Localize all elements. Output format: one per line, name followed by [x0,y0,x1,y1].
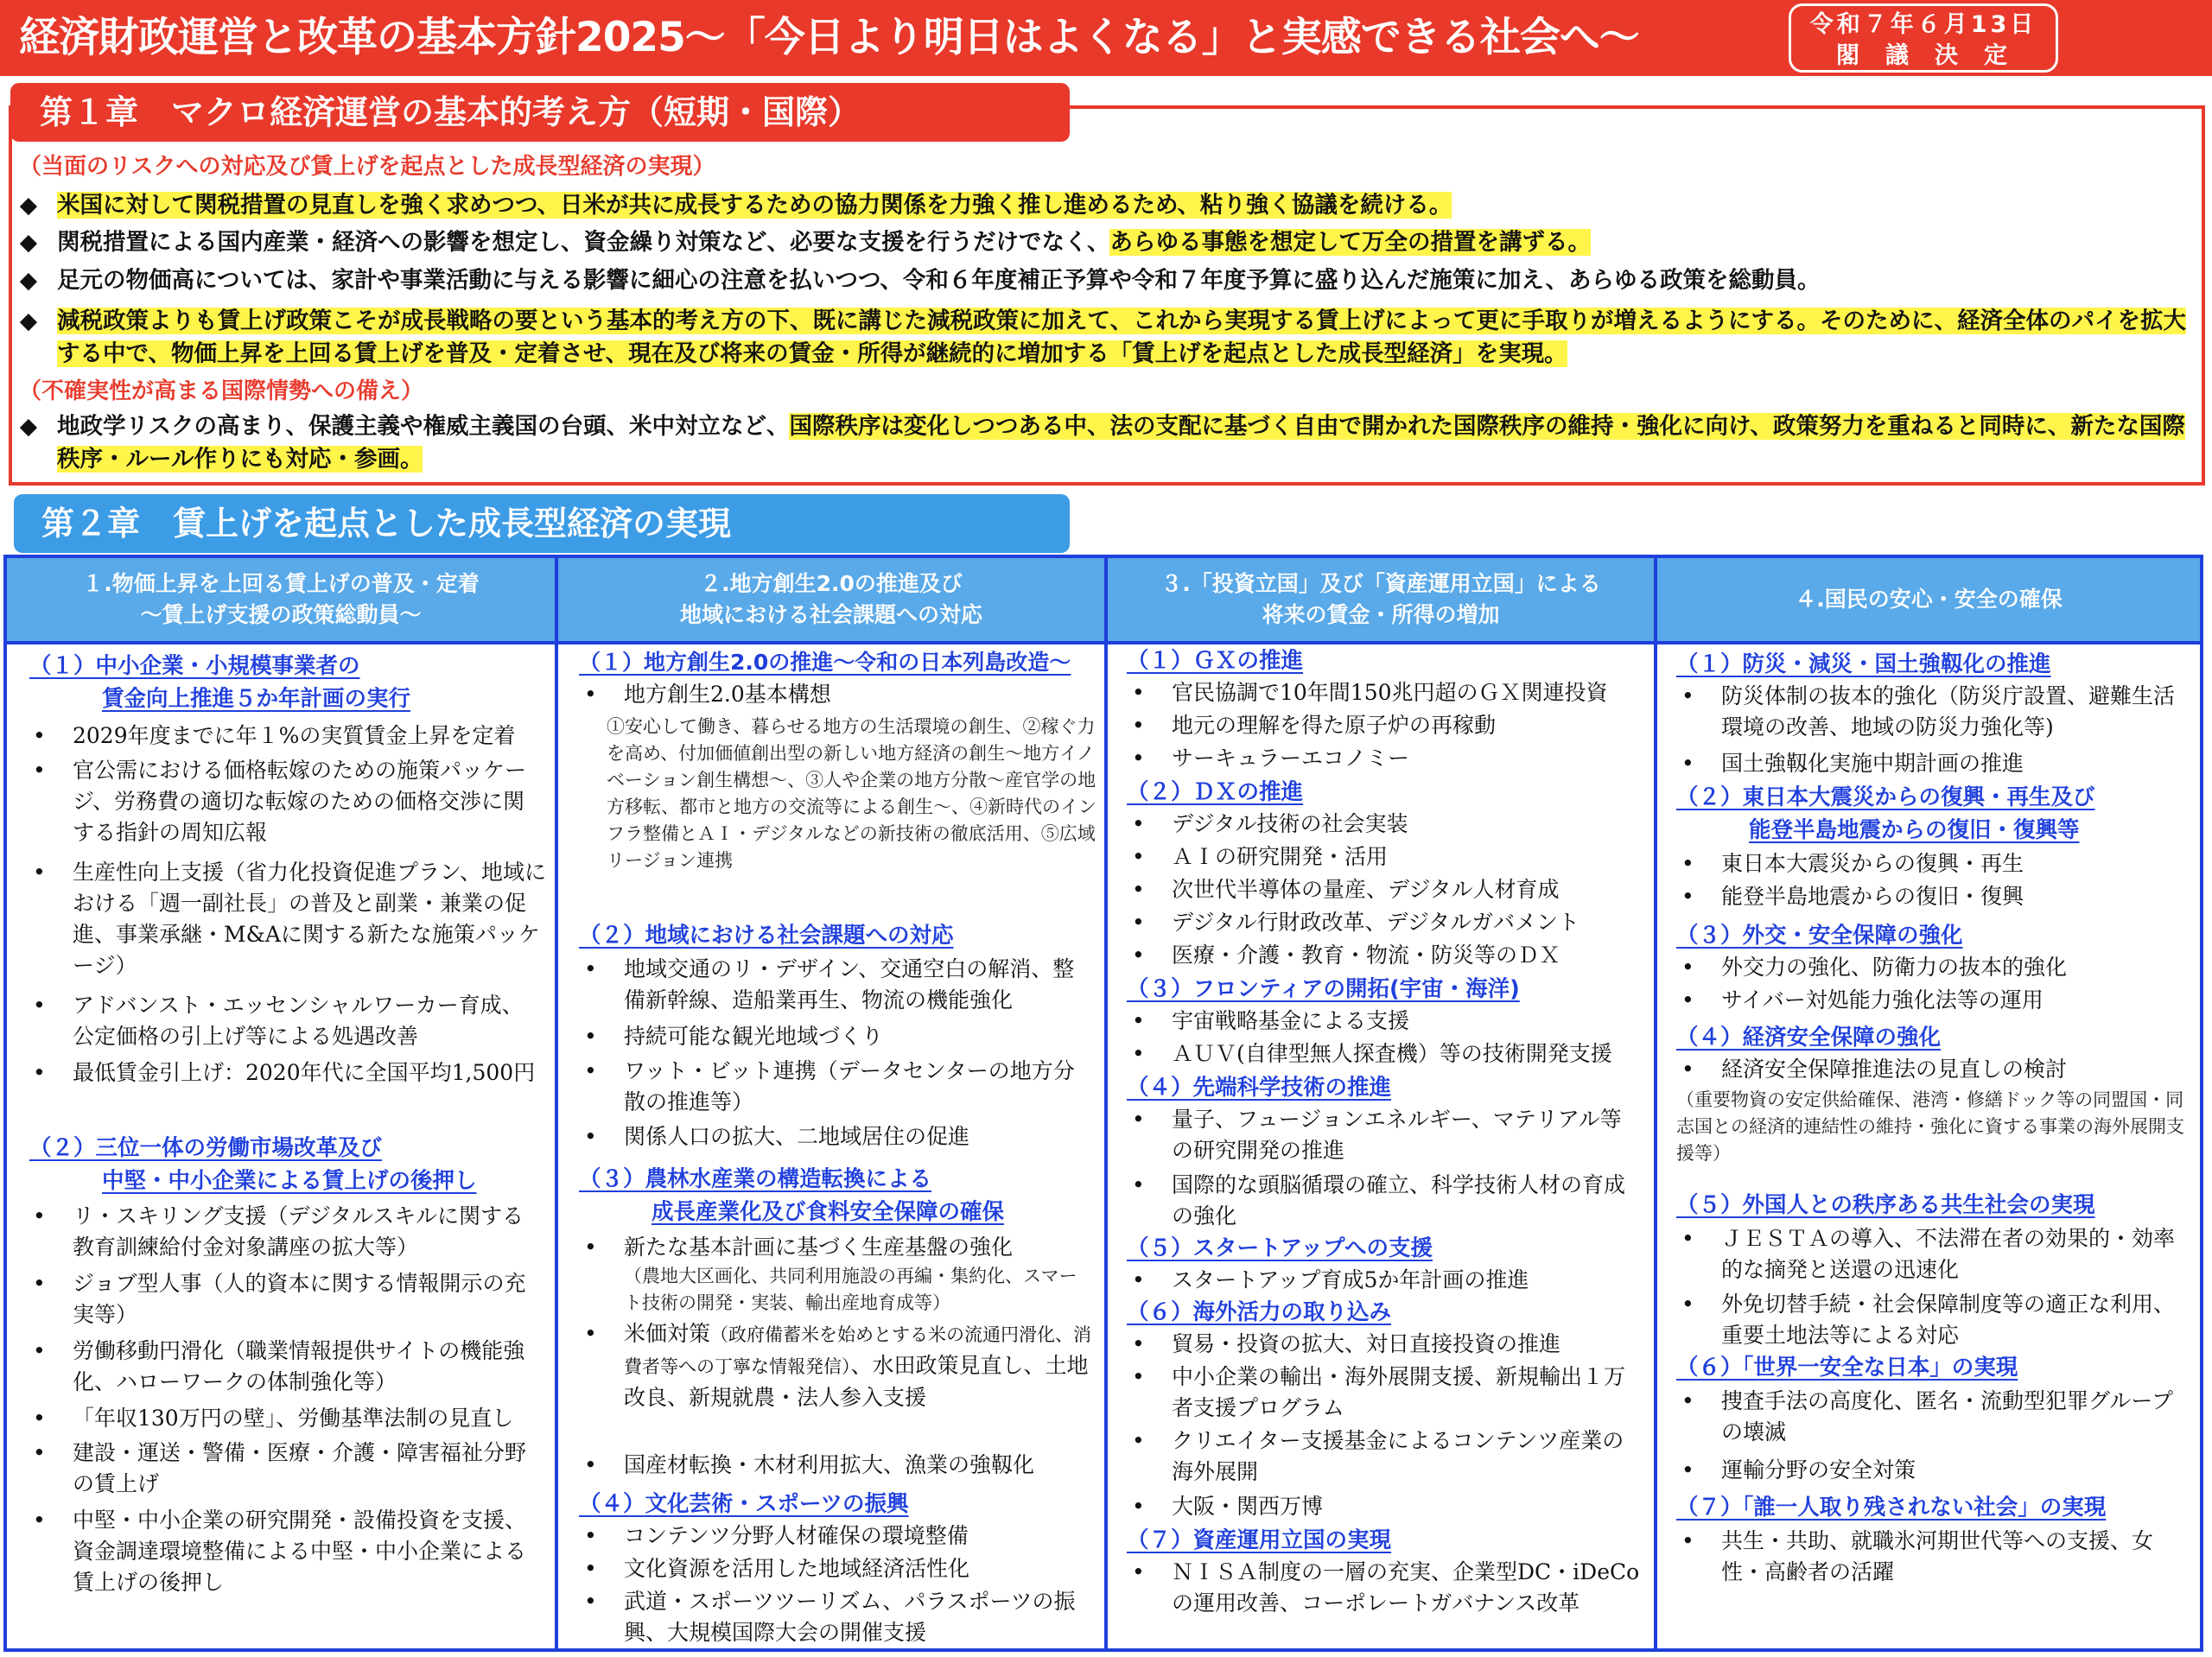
diamond-bullet-icon: ◆ [19,267,38,294]
decision-date: 令和７年６月13日 [1809,11,2037,38]
sub-note: （重要物資の安定供給確保、港湾・修繕ドック等の同盟国・同志国との経済的連結性の維持・強化に資する事業の海外展開支援等） [1676,1089,2184,1164]
bullet-icon: • [33,1060,46,1085]
column-header: ４.国民の安心・安全の確保 [1657,558,2200,641]
section-heading: （４）文化芸術・スポーツの振興 [579,1491,909,1517]
column-regional-revitalization [558,558,1104,1648]
list-item: • 最低賃金引上げ：2020年代に全国平均1,500円 [33,1057,551,1089]
list-item: • ＪＥＳＴＡの導入、不法滞在者の効果的・効率的な摘発と送還の迅速化 [1681,1223,2191,1286]
list-item: • 建設・運送・警備・医療・介護・障害福祉分野の賃上げ [33,1438,534,1500]
bullet-icon: • [1132,1364,1145,1389]
list-item: • 次世代半導体の量産、デジタル人材育成 [1132,874,1650,905]
bullet-icon: • [33,1508,46,1533]
list-item: • 官民協調で10年間150兆円超のＧＸ関連投資 [1132,677,1650,708]
page-title: 経済財政運営と改革の基本方針2025～「今日より明日はよくなる」と実感できる社会へ～ [19,14,1639,61]
bullet-icon: • [584,1556,597,1581]
bullet-icon: • [1132,1107,1145,1132]
list-item: • 東日本大震災からの復興・再生 [1681,848,2191,879]
bullet-icon: • [1681,751,1694,776]
chapter1-bullet: ◆ 地政学リスクの高まり、保護主義や権威主義国の台頭、米中対立など、国際秩序は変化しつつある中、法の支配に基づく自由で開かれた国際秩序の維持・強化に向け、政策努力を重ねると同時に、新たな国際秩序・ルール作りにも対応・参画。 [16,410,2193,476]
list-item: • 捜査手法の高度化、匿名・流動型犯罪グループの壊滅 [1681,1386,2191,1448]
bullet-icon: • [1681,683,1694,708]
section-heading: （３）フロンティアの開拓(宇宙・海洋) [1127,976,1520,1002]
bullet-icon: • [584,956,597,981]
column-wage-increase [7,558,555,1648]
list-item: • 外免切替手続・社会保障制度等の適正な利用、重要土地法等による対応 [1681,1289,2191,1351]
list-item: • 文化資源を活用した地域経済活性化 [584,1553,1094,1584]
bullet-icon: • [1132,844,1145,869]
list-item: • 宇宙戦略基金による支援 [1132,1006,1650,1037]
bullet-icon: • [33,860,46,885]
cabinet-decision-date [1789,3,2058,73]
bullet-icon: • [33,723,46,748]
diamond-bullet-icon: ◆ [19,192,38,219]
list-item: • 中堅・中小企業の研究開発・設備投資を支援、資金調達環境整備による中堅・中小企業による賃上げの後押し [33,1505,534,1598]
bullet-icon: • [33,758,46,783]
section-heading: （４）先端科学技術の推進 [1127,1075,1392,1101]
list-item: • クリエイター支援基金によるコンテンツ産業の海外展開 [1132,1425,1642,1488]
list-item: • 能登半島地震からの復旧・復興 [1681,881,2191,912]
bullet-icon: • [33,1338,46,1363]
bullet-icon: • [1132,1041,1145,1066]
section-heading: （１）ＧＸの推進 [1127,648,1304,674]
bullet-icon: • [584,1589,597,1614]
list-item: • 国産材転換・木材利用拡大、漁業の強靱化 [584,1450,1094,1481]
bullet-icon: • [1681,851,1694,876]
chapter1-bullet: ◆ 足元の物価高については、家計や事業活動に与える影響に細心の注意を払いつつ、令和６年度補正予算や令和７年度予算に盛り込んだ施策に加え、あらゆる政策を総動員。 [16,264,2193,297]
bullet-icon: • [1132,1428,1145,1453]
list-item: • 中小企業の輸出・海外展開支援、新規輸出１万者支援プログラム [1132,1362,1642,1424]
list-item: • アドバンスト・エッセンシャルワーカー育成、公定価格の引上げ等による処遇改善 [33,990,534,1052]
bullet-icon: • [584,1321,597,1346]
bullet-icon: • [1681,1388,1694,1413]
section-heading: （７）資産運用立国の実現 [1127,1527,1392,1553]
bullet-icon: • [584,1024,597,1049]
bullet-icon: • [1132,1008,1145,1033]
list-item: • 大阪・関西万博 [1132,1491,1650,1522]
section-heading: （２）地域における社会課題への対応 [579,923,954,949]
chapter1-bullet: ◆ 減税政策よりも賃上げ政策こそが成長戦略の要という基本的考え方の下、既に講じた減税政策に加えて、これから実現する賃上げによって更に手取りが増えるようにする。そのために、経済全体のパイを拡大する中で、物価上昇を上回る賃上げを普及・定着させ、現在及び将来の賃金・所得が継続的に増加する「賃上げを起点とした成長型経済」を実現。 [16,305,2193,371]
column-header: １.物価上昇を上回る賃上げの普及・定着 ～賃上げ支援の政策総動員～ [7,558,555,641]
list-item: • デジタル技術の社会実装 [1132,809,1650,840]
bullet-icon: • [1132,680,1145,705]
list-item: • 防災体制の抜本的強化（防災庁設置、避難生活環境の改善、地域の防災力強化等) [1681,681,2191,743]
bullet-icon: • [1681,1457,1694,1482]
chapter1-section-risk: （当面のリスクへの対応及び賃上げを起点とした成長型経済の実現） [19,154,715,180]
bullet-icon: • [1132,1172,1145,1197]
source-credit: ※内閣府作成 [2082,55,2191,76]
bullet-icon: • [1681,1226,1694,1251]
list-item: • 武道・スポーツツーリズム、パラスポーツの振興、大規模国際大会の開催支援 [584,1586,1094,1648]
bullet-icon: • [1132,1494,1145,1519]
chapter2-grid [3,555,2203,1652]
list-item: • ＮＩＳＡ制度の一層の充実、企業型DC・iDeCoの運用改善、コーポレートガバナンス改革 [1132,1557,1650,1619]
chapter2-title: 第２章 賃上げを起点とした成長型経済の実現 [14,494,1070,553]
column-header: ２.地方創生2.0の推進及び 地域における社会課題への対応 [558,558,1104,641]
list-item: • 持続可能な観光地域づくり [584,1021,1094,1052]
list-item: • 官公需における価格転嫁のための施策パッケージ、労務費の適切な転嫁のための価格交渉に関する指針の周知広報 [33,755,534,848]
list-item: • 運輸分野の安全対策 [1681,1455,2191,1486]
bullet-icon: • [1681,955,1694,980]
bullet-icon: • [33,1440,46,1465]
list-item: • 新たな基本計画に基づく生産基盤の強化 [584,1232,1094,1263]
list-item: • 医療・介護・教育・物流・防災等のＤＸ [1132,940,1650,971]
bullet-icon: • [1132,910,1145,935]
bullet-icon: • [584,1235,597,1260]
bullet-icon: • [584,1124,597,1149]
section-heading: （５）スタートアップへの支援 [1127,1235,1433,1261]
list-item: • 国際的な頭脳循環の確立、科学技術人材の育成の強化 [1132,1170,1642,1232]
title-banner [0,0,2212,76]
list-item: • ジョブ型人事（人的資本に関する情報開示の充実等） [33,1268,534,1330]
list-item: • サーキュラーエコノミー [1132,743,1650,774]
list-item: • スタートアップ育成5か年計画の推進 [1132,1265,1650,1296]
sub-note: （農地大区画化、共同利用施設の再編・集約化、スマート技術の開発・実装、輸出産地育成等） [624,1266,1077,1313]
section-heading: （２）東日本大震災からの復興・再生及び 能登半島地震からの復旧・復興等 [1676,784,2095,843]
bullet-icon: • [1132,1331,1145,1356]
list-item: • デジタル行財政改革、デジタルガバメント [1132,907,1650,938]
bullet-icon: • [33,1271,46,1296]
list-item: • 「年収130万円の壁」、労働基準法制の見直し [33,1403,551,1434]
bullet-icon: • [584,1523,597,1548]
bullet-icon: • [1132,811,1145,836]
bullet-icon: • [33,1203,46,1228]
section-heading: （６）海外活力の取り込み [1127,1299,1392,1325]
section-heading: （６）「世界一安全な日本」の実現 [1676,1355,2018,1381]
list-item: • ＡＩの研究開発・活用 [1132,841,1650,873]
list-item: • 地方創生2.0基本構想 [584,679,1094,710]
bullet-icon: • [1132,943,1145,968]
list-item: • 地元の理解を得た原子炉の再稼動 [1132,710,1650,741]
section-heading: （２）ＤＸの推進 [1127,779,1304,805]
bullet-icon: • [1132,746,1145,771]
bullet-icon: • [584,1452,597,1477]
chapter1-title: 第１章 マクロ経済運営の基本的考え方（短期・国際） [10,83,1070,142]
bullet-icon: • [584,1058,597,1083]
list-item: • コンテンツ分野人材確保の環境整備 [584,1521,1094,1552]
diamond-bullet-icon: ◆ [19,413,38,440]
list-item: • 米価対策（政府備蓄米を始めとする米の流通円滑化、消費者等への丁寧な情報発信）、水田政策見直し、土地改良、新規就農・法人参入支援 [584,1318,1094,1413]
list-item: • 関係人口の拡大、二地域居住の促進 [584,1121,1094,1152]
list-item: • 2029年度までに年１%の実質賃金上昇を定着 [33,721,551,752]
chapter1-bullet: ◆ 関税措置による国内産業・経済への影響を想定し、資金繰り対策など、必要な支援を行うだけでなく、あらゆる事態を想定して万全の措置を講ずる。 [16,226,2193,259]
section-heading: （７）「誰一人取り残されない社会」の実現 [1676,1495,2107,1521]
column-investment [1108,558,1654,1648]
section-heading: （４）経済安全保障の強化 [1676,1025,1942,1051]
bullet-icon: • [1681,1057,1694,1082]
bullet-icon: • [33,1406,46,1431]
bullet-icon: • [1132,713,1145,738]
list-item: • 生産性向上支援（省力化投資促進プラン、地域における「週一副社長」の普及と副業・兼業の促進、事業承継・M&Aに関する新たな施策パッケージ） [33,857,547,981]
column-header: ３.「投資立国」及び「資産運用立国」による 将来の賃金・所得の増加 [1108,558,1654,641]
bullet-icon: • [1681,1528,1694,1553]
bullet-icon: • [1681,1292,1694,1317]
list-item: • サイバー対処能力強化法等の運用 [1681,985,2191,1016]
list-item: • 国土強靱化実施中期計画の推進 [1681,748,2191,779]
list-item: • 貿易・投資の拡大、対日直接投資の推進 [1132,1329,1650,1360]
diamond-bullet-icon: ◆ [19,229,38,256]
sub-note: ①安心して働き、暮らせる地方の生活環境の創生、②稼ぐ力を高め、付加価値創出型の新しい地方経済の創生～地方イノベーション創生構想～、③人や企業の地方分散～産官学の地方移転、都市と地方の交流等による創生～、④新時代のインフラ整備とＡＩ・デジタルなどの新技術の徹底活用、⑤広域リージョン連携 [607,716,1096,871]
bullet-icon: • [33,993,46,1018]
list-item: • 量子、フュージョンエネルギー、マテリアル等の研究開発の推進 [1132,1104,1642,1166]
list-item: • 外交力の強化、防衛力の抜本的強化 [1681,952,2191,983]
section-heading: （１）防災・減災・国土強靱化の推進 [1676,651,2051,677]
bullet-icon: • [1681,987,1694,1013]
section-heading: （３）農林水産業の構造転換による 成長産業化及び食料安全保障の確保 [579,1166,1005,1225]
section-heading: （５）外国人との秩序ある共生社会の実現 [1676,1192,2095,1218]
bullet-icon: • [1132,1267,1145,1292]
list-item: • ＡＵＶ(自律型無人探査機）等の技術開発支援 [1132,1038,1654,1070]
section-heading: （１）地方創生2.0の推進～令和の日本列島改造～ [579,650,1071,675]
chapter1-section-international: （不確実性が高まる国際情勢への備え） [19,378,424,404]
list-item: • リ・スキリング支援（デジタルスキルに関する教育訓練給付金対象講座の拡大等） [33,1201,534,1263]
bullet-icon: • [1132,877,1145,902]
list-item: • 共生・共助、就職氷河期世代等への支援、女性・高齢者の活躍 [1681,1526,2191,1588]
list-item: • 経済安全保障推進法の見直しの検討 [1681,1054,2191,1085]
list-item: • 地域交通のリ・デザイン、交通空白の解消、整備新幹線、造船業再生、物流の機能強化 [584,954,1094,1016]
bullet-icon: • [1132,1559,1145,1584]
bullet-icon: • [584,682,597,707]
column-safety-security [1657,558,2200,1648]
decision-type: 閣議決定 [1836,42,2033,69]
list-item: • 労働移動円滑化（職業情報提供サイトの機能強化、ハローワークの体制強化等） [33,1336,534,1398]
chapter1-bullet: ◆ 米国に対して関税措置の見直しを強く求めつつ、日米が共に成長するための協力関係を力強く推し進めるため、粘り強く協議を続ける。 [16,189,2193,222]
section-heading: （１）中小企業・小規模事業者の 賃金向上推進５か年計画の実行 [29,653,411,712]
diamond-bullet-icon: ◆ [19,308,38,334]
section-heading: （２）三位一体の労働市場改革及び 中堅・中小企業による賃上げの後押し [29,1135,477,1194]
list-item: • ワット・ビット連携（データセンターの地方分散の推進等） [584,1056,1094,1118]
bullet-icon: • [1681,884,1694,909]
section-heading: （３）外交・安全保障の強化 [1676,923,1963,949]
